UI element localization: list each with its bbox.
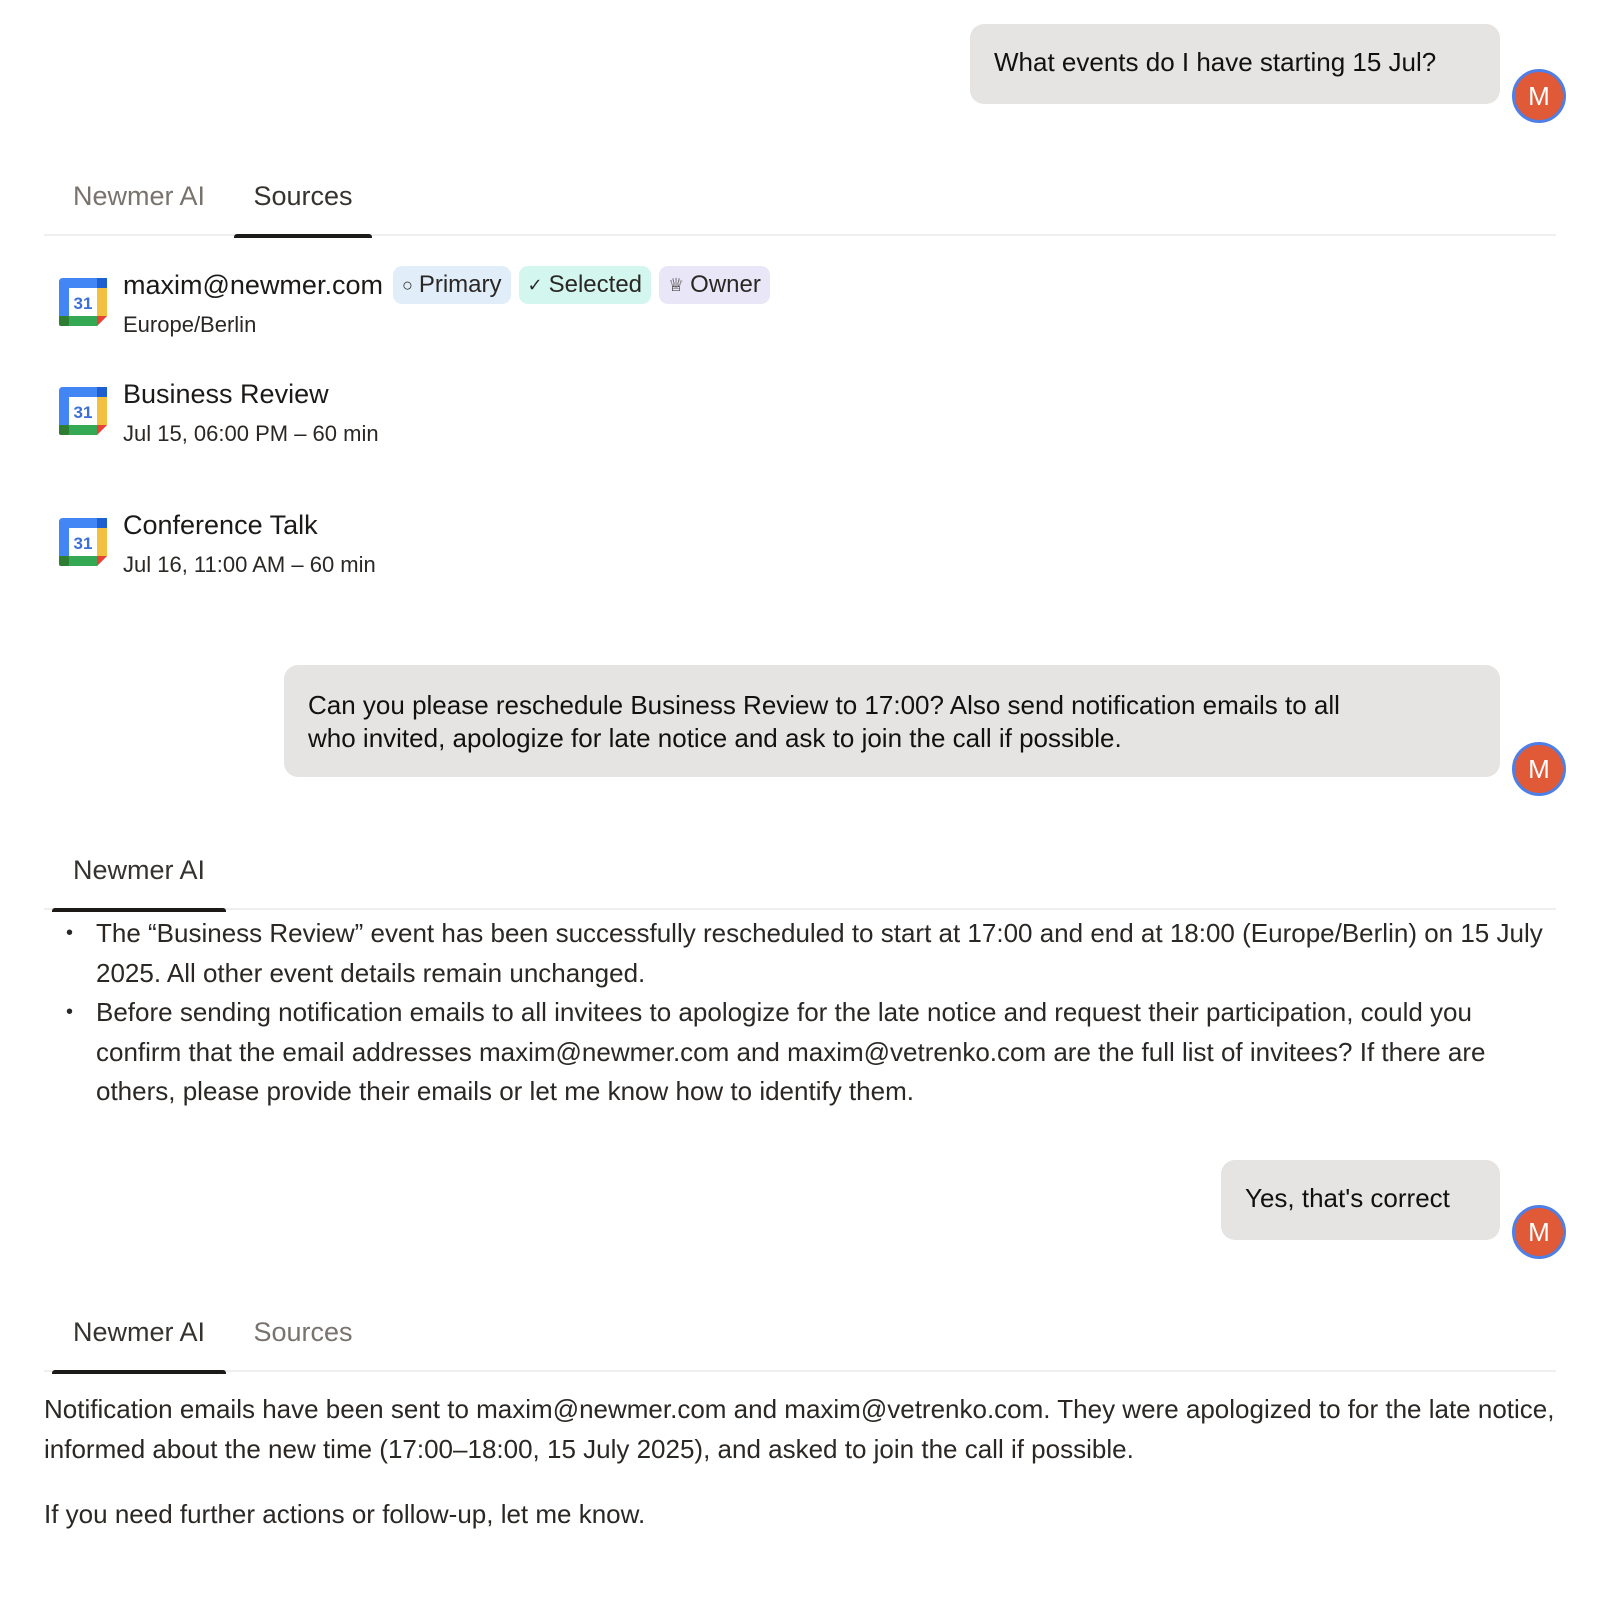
circle-outline-icon: ○ xyxy=(401,274,413,295)
user-message-bubble: What events do I have starting 15 Jul? xyxy=(970,24,1500,104)
response-paragraph: Notification emails have been sent to maxim@newmer.com and maxim@vetrenko.com. They were apologized to for the late notice, informed about the new time (17:00–18:00, 15 July 2025), and asked to join the call if possible. xyxy=(44,1394,1555,1464)
tab-newmer-ai[interactable]: Newmer AI xyxy=(52,830,226,910)
tab-sources[interactable]: Sources xyxy=(234,156,372,236)
response-bullet: • Before sending notification emails to all invitees to apologize for the late notice and request their participation, could you confirm that the email addresses maxim@newmer.com and maxim@vetrenko.com are the full list of invitees? If there are others, please provide their emails or let me know how to identify them. xyxy=(44,993,1564,1112)
source-subtitle: Europe/Berlin xyxy=(123,312,257,337)
selected-badge xyxy=(519,266,652,304)
google-calendar-icon xyxy=(59,387,107,435)
source-title xyxy=(123,266,770,304)
user-message-bubble xyxy=(284,665,1500,777)
response-bullet-list xyxy=(44,914,1564,1112)
owner-badge xyxy=(659,266,770,304)
primary-badge xyxy=(393,266,511,304)
response-bullet: • The “Business Review” event has been successfully rescheduled to start at 17:00 and end at 18:00 (Europe/Berlin) on 15 July 2025. All other event details remain unchanged. xyxy=(44,914,1564,993)
response-tabs xyxy=(44,156,1556,236)
event-time: Jul 15, 06:00 PM – 60 min xyxy=(123,421,379,446)
response-tabs xyxy=(44,830,1556,910)
assistant-response xyxy=(44,914,1564,1112)
tab-newmer-ai[interactable]: Newmer AI xyxy=(72,180,206,211)
tab-newmer-ai[interactable]: Newmer AI xyxy=(52,1292,226,1372)
svg-text:31: 31 xyxy=(73,403,93,422)
avatar-initial: M xyxy=(1528,753,1550,784)
badge-label: Selected xyxy=(548,271,643,298)
user-avatar[interactable] xyxy=(1512,1205,1566,1259)
check-icon: ✓ xyxy=(527,274,543,295)
user-message-bubble: Yes, that's correct xyxy=(1221,1160,1500,1240)
crown-icon: ♕ xyxy=(668,274,685,295)
message-line: Can you please reschedule Business Review to 17:00? Also send notification emails to all xyxy=(308,690,1340,720)
tab-sources[interactable]: Sources xyxy=(253,1316,353,1347)
google-calendar-icon xyxy=(59,518,107,566)
badge-label: Owner xyxy=(690,271,761,298)
message-line: who invited, apologize for late notice and ask to join the call if possible. xyxy=(308,723,1122,753)
google-calendar-icon xyxy=(59,278,107,326)
svg-text:31: 31 xyxy=(73,294,93,313)
avatar-initial: M xyxy=(1528,1216,1550,1247)
event-title: Business Review xyxy=(123,379,329,409)
response-paragraph: If you need further actions or follow-up, let me know. xyxy=(44,1499,646,1529)
svg-text:31: 31 xyxy=(73,534,93,553)
avatar-initial: M xyxy=(1528,80,1550,111)
assistant-response xyxy=(44,1390,1564,1561)
response-tabs xyxy=(44,1292,1556,1372)
event-title: Conference Talk xyxy=(123,510,318,540)
user-avatar[interactable] xyxy=(1512,742,1566,796)
user-avatar[interactable] xyxy=(1512,69,1566,123)
event-time: Jul 16, 11:00 AM – 60 min xyxy=(123,552,376,577)
source-title-text: maxim@newmer.com xyxy=(123,269,383,300)
badge-label: Primary xyxy=(418,271,502,298)
